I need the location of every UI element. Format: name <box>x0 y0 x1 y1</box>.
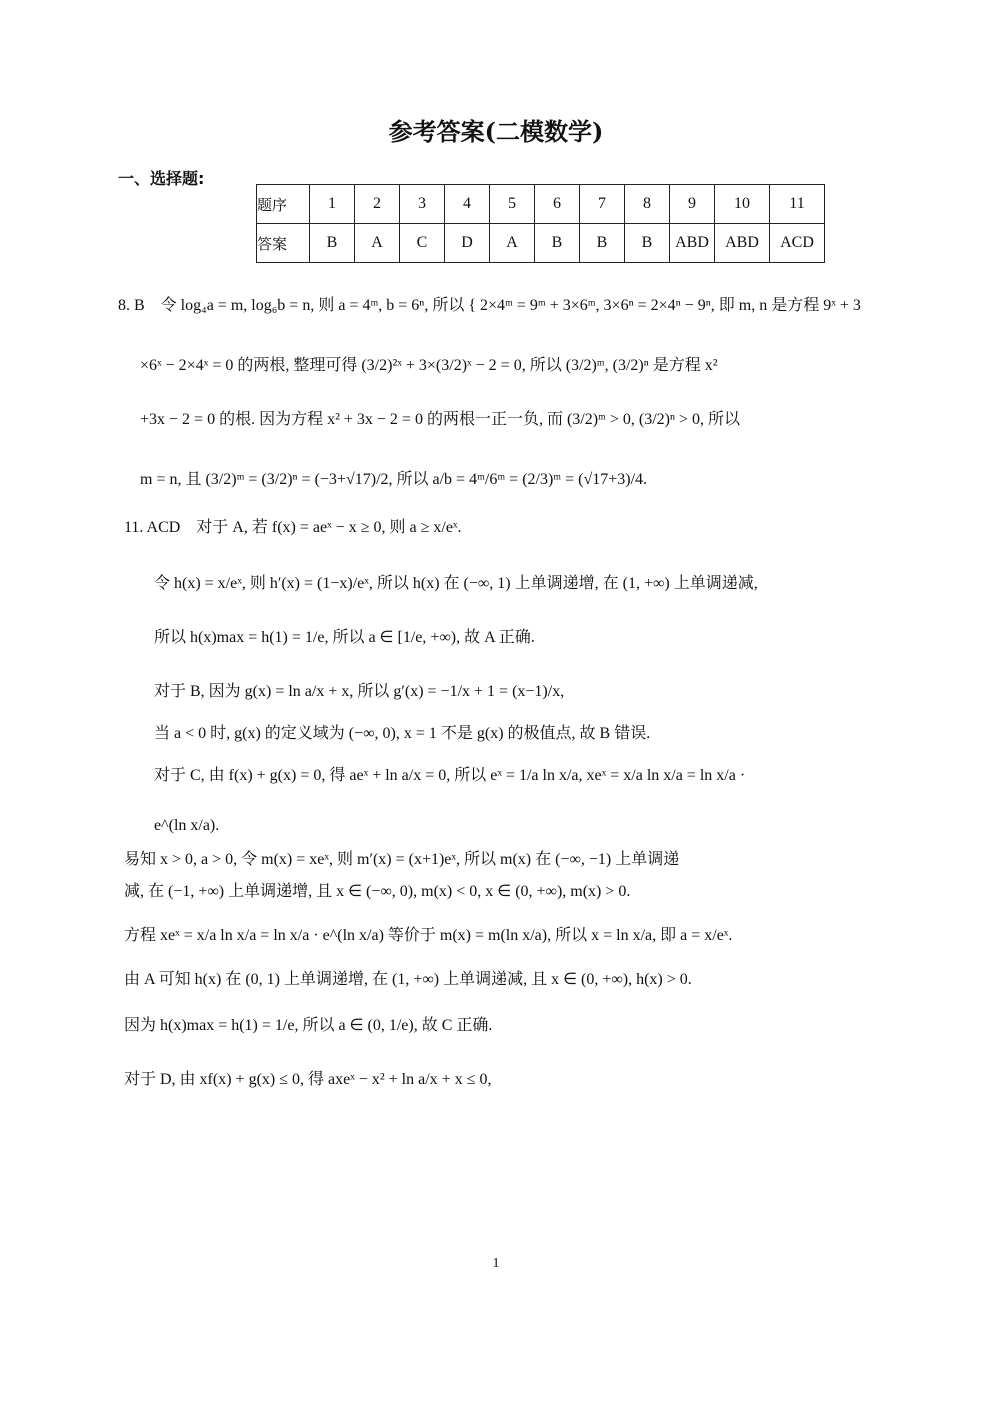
solution-line: 所以 h(x)max = h(1) = 1/e, 所以 a ∈ [1/e, +∞), 故 A 正确. <box>154 629 535 646</box>
table-row-numbers <box>257 185 825 224</box>
solution-line: 11. ACD 对于 A, 若 f(x) = aeˣ − x ≥ 0, 则 a ≥ x/eˣ. <box>124 519 462 536</box>
solution-line: 令 h(x) = x/eˣ, 则 h′(x) = (1−x)/eˣ, 所以 h(x) 在 (−∞, 1) 上单调递增, 在 (1, +∞) 上单调递减, <box>154 575 758 592</box>
table-cell: 3 <box>400 185 445 224</box>
solution-line: 对于 C, 由 f(x) + g(x) = 0, 得 aeˣ + ln a/x = 0, 所以 eˣ = 1/a ln x/a, xeˣ = x/a ln x/a = ln x/a · <box>154 767 746 784</box>
table-cell: ABD <box>715 224 770 263</box>
table-cell: 1 <box>310 185 355 224</box>
solution-line: 8. B 令 log₄a = m, log₆b = n, 则 a = 4ᵐ, b = 6ⁿ, 所以 { 2×4ᵐ = 9ᵐ + 3×6ᵐ, 3×6ⁿ = 2×4ⁿ − 9ⁿ, 即 m, n 是方程 9ˣ + 3 <box>118 297 861 314</box>
table-cell: C <box>400 224 445 263</box>
solution-line: 易知 x > 0, a > 0, 令 m(x) = xeˣ, 则 m′(x) = (x+1)eˣ, 所以 m(x) 在 (−∞, −1) 上单调递 <box>124 851 680 868</box>
solution-line: e^(ln x/a). <box>154 817 220 834</box>
table-cell: 7 <box>580 185 625 224</box>
page-title: 参考答案(二模数学) <box>388 117 604 146</box>
table-cell: B <box>535 224 580 263</box>
table-cell: ABD <box>670 224 715 263</box>
solution-line: ×6ˣ − 2×4ˣ = 0 的两根, 整理可得 (3/2)²ˣ + 3×(3/2)ˣ − 2 = 0, 所以 (3/2)ᵐ, (3/2)ⁿ 是方程 x² <box>140 357 718 374</box>
table-cell: A <box>490 224 535 263</box>
table-header-label: 题序 <box>257 185 310 224</box>
solution-line: 由 A 可知 h(x) 在 (0, 1) 上单调递增, 在 (1, +∞) 上单调递减, 且 x ∈ (0, +∞), h(x) > 0. <box>124 971 692 988</box>
solution-line: 减, 在 (−1, +∞) 上单调递增, 且 x ∈ (−∞, 0), m(x) < 0, x ∈ (0, +∞), m(x) > 0. <box>124 883 631 900</box>
table-cell: 9 <box>670 185 715 224</box>
table-cell: D <box>445 224 490 263</box>
table-answer-label: 答案 <box>257 224 310 263</box>
answer-table <box>256 184 825 263</box>
solution-line: 因为 h(x)max = h(1) = 1/e, 所以 a ∈ (0, 1/e), 故 C 正确. <box>124 1017 493 1034</box>
table-cell: 6 <box>535 185 580 224</box>
table-cell: 4 <box>445 185 490 224</box>
table-cell: 2 <box>355 185 400 224</box>
table-cell: ACD <box>770 224 825 263</box>
table-cell: 10 <box>715 185 770 224</box>
table-cell: 11 <box>770 185 825 224</box>
table-cell: B <box>580 224 625 263</box>
table-cell: 5 <box>490 185 535 224</box>
page-number: 1 <box>492 1256 500 1271</box>
solution-line: m = n, 且 (3/2)ᵐ = (3/2)ⁿ = (−3+√17)/2, 所以 a/b = 4ᵐ/6ᵐ = (2/3)ᵐ = (√17+3)/4. <box>140 471 648 488</box>
section-heading: 一、选择题: <box>118 169 205 188</box>
solution-line: 当 a < 0 时, g(x) 的定义域为 (−∞, 0), x = 1 不是 g(x) 的极值点, 故 B 错误. <box>154 725 651 742</box>
solution-line: +3x − 2 = 0 的根. 因为方程 x² + 3x − 2 = 0 的两根一正一负, 而 (3/2)ᵐ > 0, (3/2)ⁿ > 0, 所以 <box>140 411 741 428</box>
solution-line: 对于 D, 由 xf(x) + g(x) ≤ 0, 得 axeˣ − x² + ln a/x + x ≤ 0, <box>124 1071 492 1088</box>
solution-line: 对于 B, 因为 g(x) = ln a/x + x, 所以 g′(x) = −1/x + 1 = (x−1)/x, <box>154 683 565 700</box>
table-cell: A <box>355 224 400 263</box>
table-cell: 8 <box>625 185 670 224</box>
table-row-answers <box>257 224 825 263</box>
table-cell: B <box>625 224 670 263</box>
table-cell: B <box>310 224 355 263</box>
solution-line: 方程 xeˣ = x/a ln x/a = ln x/a · e^(ln x/a) 等价于 m(x) = m(ln x/a), 所以 x = ln x/a, 即 a = x/eˣ. <box>124 927 733 944</box>
